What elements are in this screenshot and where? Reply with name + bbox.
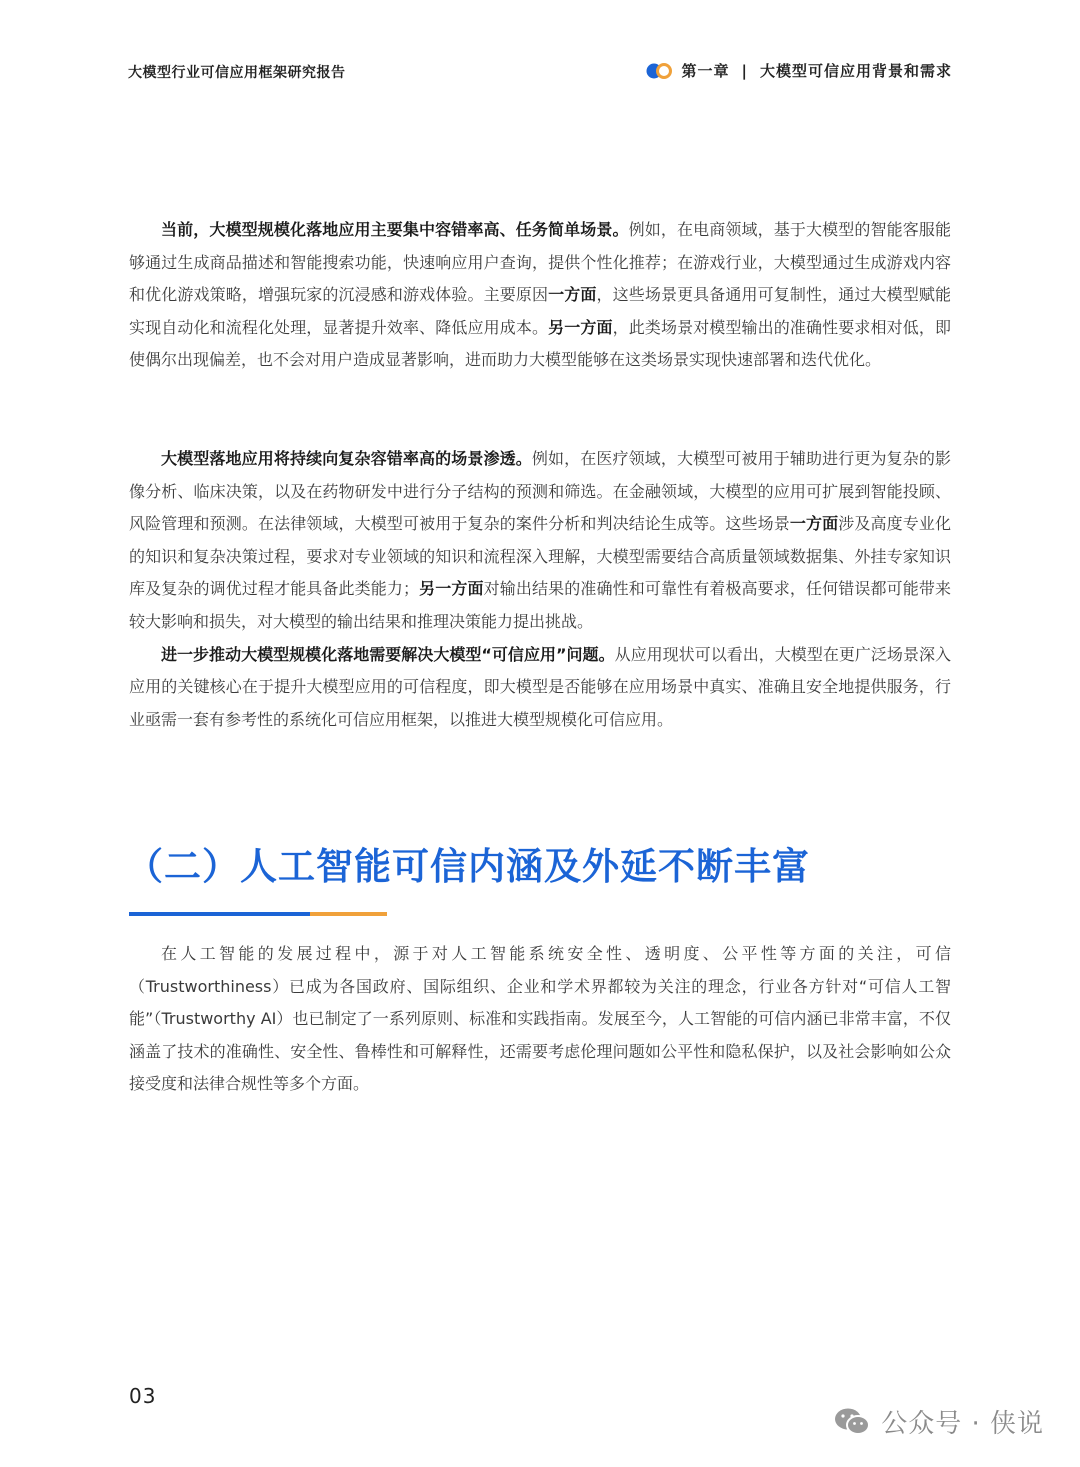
section-title-underline xyxy=(129,912,387,916)
body-text-block-3 xyxy=(129,938,951,1101)
text-segment: 从应用现状可以看出，大模型在更广泛场景深入应用的关键核心在于提升大模型应用的可信程度，即大模型是否能够在应用场景中真实、准确且安全地提供服务，行业亟需一套有参考性的系统化可信应用框架，以推进大模型规模化可信应用。 xyxy=(129,644,951,729)
body-text-block-1 xyxy=(129,214,951,377)
bold-text-segment: 一方面 xyxy=(789,514,839,534)
underline-blue-segment xyxy=(129,912,310,916)
page-number: 03 xyxy=(129,1384,157,1408)
report-title: 大模型行业可信应用框架研究报告 xyxy=(128,65,346,81)
text-segment: ，这些场景更具备通用可复制性，通过大模型赋能实现自动化和流程化处理，显著提升效率、降低应用成本。 xyxy=(129,285,951,337)
watermark xyxy=(833,1403,1044,1440)
paragraph-1 xyxy=(129,214,951,377)
bold-text-segment: 当前，大模型规模化落地应用主要集中容错率高、任务简单场景。 xyxy=(161,220,629,239)
paragraph-3 xyxy=(129,639,951,737)
header-divider: | xyxy=(741,61,748,80)
bold-text-segment: 一方面 xyxy=(548,285,597,305)
bold-text-segment: 另一方面 xyxy=(419,579,484,599)
text-segment: 对输出结果的准确性和可靠性有着极高要求，任何错误都可能带来较大影响和损失，对大模型的输出结果和推理决策能力提出挑战。 xyxy=(129,579,951,631)
bold-text-segment: 大模型落地应用将持续向复杂容错率高的场景渗透。 xyxy=(161,449,532,468)
section-paragraph: 在人工智能的发展过程中，源于对人工智能系统安全性、透明度、公平性等方面的关注，可信（Trustworthiness）已成为各国政府、国际组织、企业和学术界都较为关注的理念，行业各方针对“可信人工智能”（Trustworthy AI）也已制定了一系列原则、标准和实践指南。发展至今，人工智能的可信内涵已非常丰富，不仅涵盖了技术的准确性、安全性、鲁棒性和可解释性，还需要考虑伦理问题如公平性和隐私保护，以及社会影响如公众接受度和法律合规性等多个方面。 xyxy=(129,944,951,1094)
underline-orange-segment xyxy=(310,912,387,916)
chapter-title: 大模型可信应用背景和需求 xyxy=(759,62,952,80)
text-segment: ，此类场景对模型输出的准确性要求相对低，即使偶尔出现偏差，也不会对用户造成显著影响，进而助力大模型能够在这类场景实现快速部署和迭代优化。 xyxy=(129,317,951,370)
wechat-icon xyxy=(833,1406,871,1438)
body-text-block-2 xyxy=(129,443,951,736)
chapter-header xyxy=(645,60,952,81)
section-title: （二）人工智能可信内涵及外延不断丰富 xyxy=(126,845,810,888)
logo-circles-icon xyxy=(645,62,673,80)
text-segment: 例如，在电商领域，基于大模型的智能客服能够通过生成商品描述和智能搜索功能，快速响应用户查询，提供个性化推荐；在游戏行业，大模型通过生成游戏内容和优化游戏策略，增强玩家的沉浸感和游戏体验。主要原因 xyxy=(129,220,951,305)
bold-text-segment: 另一方面 xyxy=(548,317,613,337)
text-segment: 涉及高度专业化的知识和复杂决策过程，要求对专业领域的知识和流程深入理解，大模型需要结合高质量领域数据集、外挂专家知识库及复杂的调优过程才能具备此类能力； xyxy=(129,514,951,599)
bold-text-segment: 进一步推动大模型规模化落地需要解决大模型“可信应用”问题。 xyxy=(161,644,615,664)
text-segment: 例如，在医疗领域，大模型可被用于辅助进行更为复杂的影像分析、临床决策，以及在药物研发中进行分子结构的预测和筛选。在金融领域，大模型的应用可扩展到智能投顾、风险管理和预测。在法律领域，大模型可被用于复杂的案件分析和判决结论生成等。这些场景 xyxy=(129,449,951,534)
watermark-text: 公众号 · 侠说 xyxy=(881,1409,1044,1439)
chapter-label: 第一章 xyxy=(681,62,730,80)
paragraph-2 xyxy=(129,443,951,639)
